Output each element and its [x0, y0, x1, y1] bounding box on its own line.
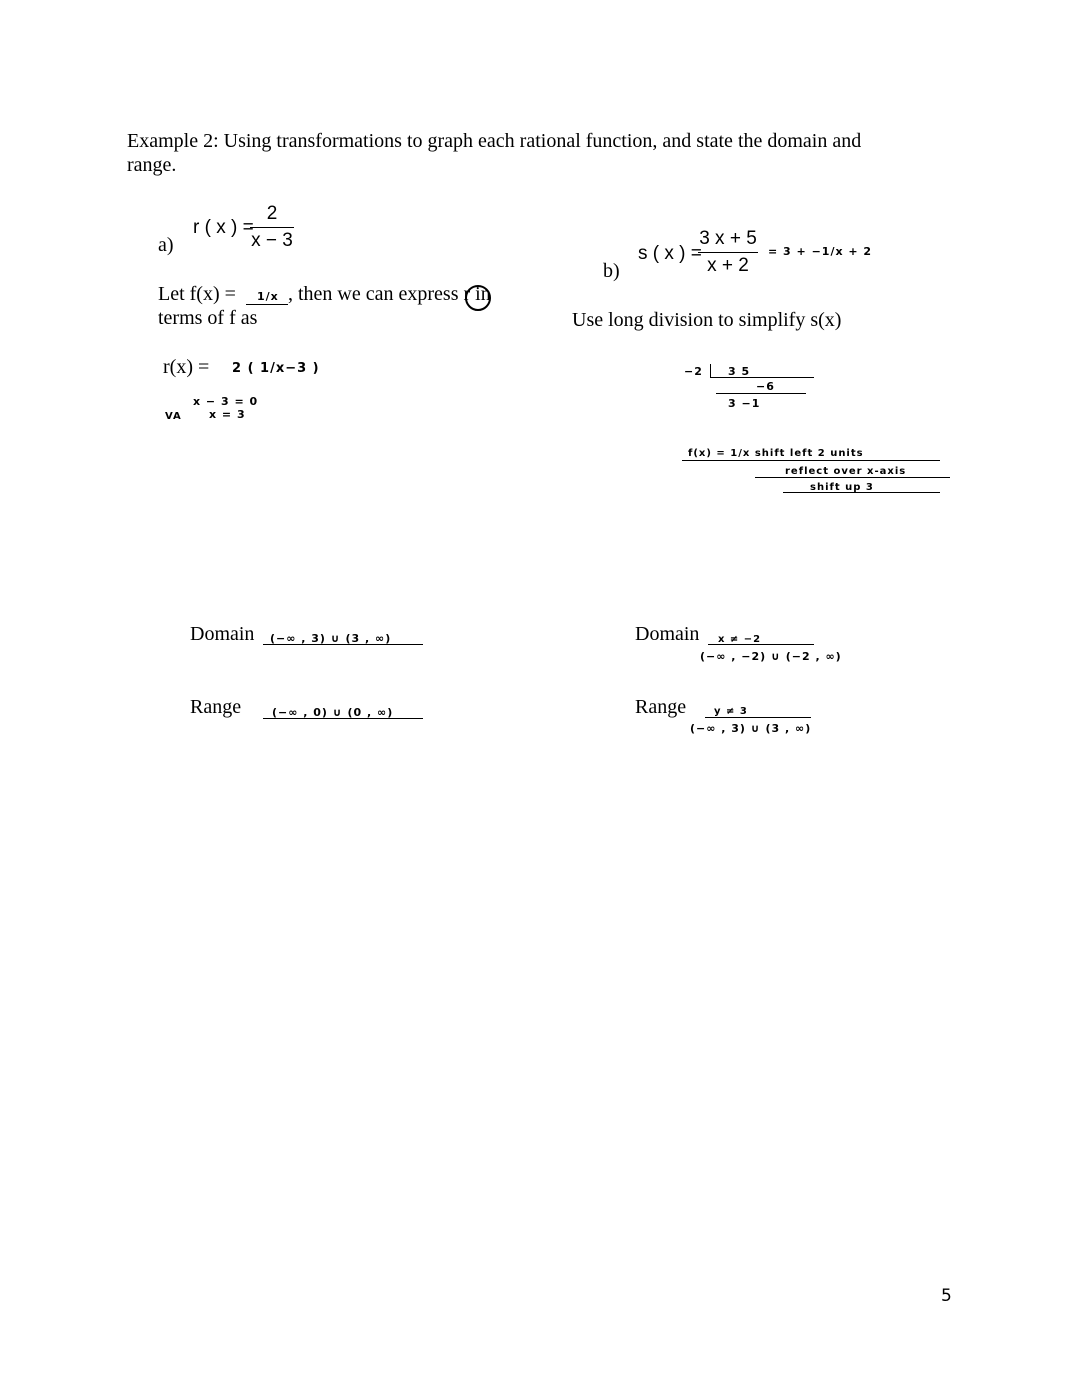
transform-2: reflect over x-axis [785, 466, 907, 477]
range-a-label: Range [190, 696, 242, 718]
heading-line1: Example 2: Using transformations to graph each rational function, and state the domain and [127, 130, 862, 152]
s-denominator: x + 2 [707, 255, 749, 276]
division-row1: 3 5 [728, 365, 751, 378]
part-b-label: b) [603, 260, 620, 282]
division-row2: −6 [756, 380, 775, 393]
r-denominator: x − 3 [251, 230, 293, 251]
domain-a-label: Domain [190, 623, 255, 645]
let-suffix: , then we can express r in [288, 283, 491, 305]
domain-b-label: Domain [635, 623, 700, 645]
r-numerator: 2 [266, 203, 278, 224]
let-prefix: Let f(x) = [158, 283, 236, 305]
page-number: 5 [941, 1286, 952, 1306]
s-simplified: = 3 + −1/x + 2 [768, 245, 873, 258]
va-work2: x = 3 [209, 408, 246, 421]
va-work1: x − 3 = 0 [193, 395, 259, 408]
range-b-answer1: y ≠ 3 [714, 706, 748, 717]
let-answer: 1/x [257, 290, 279, 303]
rx-answer: 2 ( 1/x−3 ) [232, 361, 320, 376]
transform-3: shift up 3 [810, 482, 874, 493]
transform-1: f(x) = 1/x shift left 2 units [688, 448, 864, 459]
heading-line2: range. [127, 154, 177, 176]
range-b-answer2: (−∞ , 3) ∪ (3 , ∞) [690, 722, 812, 735]
division-divisor: −2 [684, 365, 703, 378]
s-numerator: 3 x + 5 [699, 228, 757, 249]
domain-b-answer2: (−∞ , −2) ∪ (−2 , ∞) [700, 650, 842, 663]
range-a-answer: (−∞ , 0) ∪ (0 , ∞) [272, 706, 394, 719]
s-function-fraction [698, 228, 758, 277]
part-a-label: a) [158, 234, 174, 256]
let-line2: terms of f as [158, 307, 258, 329]
domain-a-answer: (−∞ , 3) ∪ (3 , ∞) [270, 632, 392, 645]
range-b-label: Range [635, 696, 687, 718]
domain-b-answer1: x ≠ −2 [718, 634, 762, 645]
r-function-fraction [250, 203, 294, 252]
s-function-lhs: s ( x ) = [638, 243, 702, 264]
rx-label: r(x) = [163, 356, 210, 378]
va-label: VA [165, 411, 182, 422]
division-result: 3 −1 [728, 397, 761, 410]
long-division-instruction: Use long division to simplify s(x) [572, 309, 842, 331]
r-function-lhs: r ( x ) = [193, 217, 254, 238]
circle-mark [465, 285, 491, 311]
